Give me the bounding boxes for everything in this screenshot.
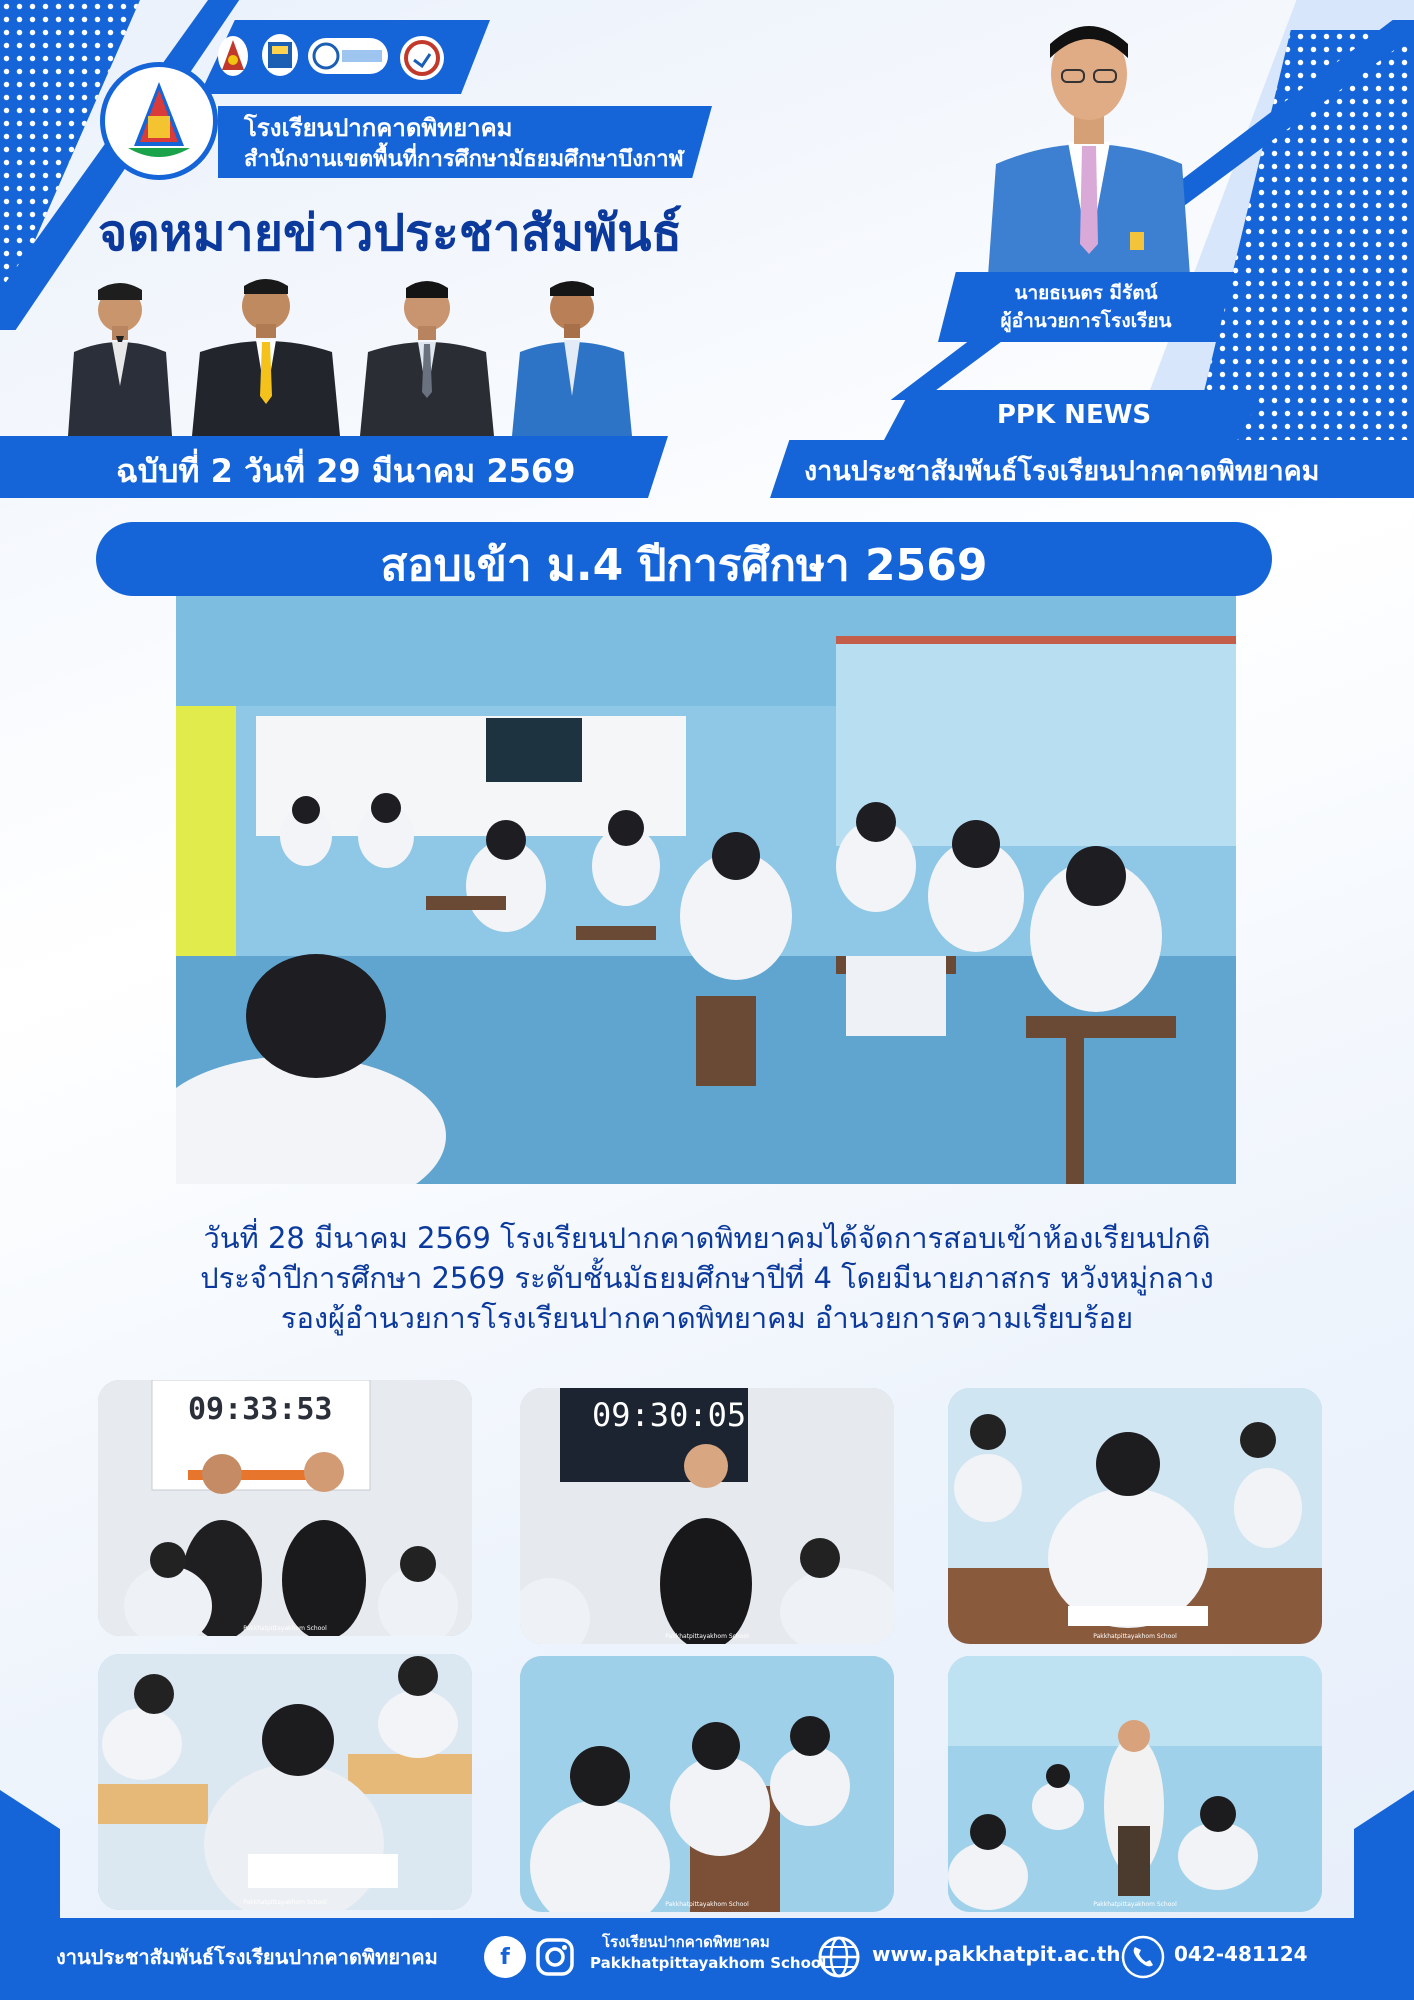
staff-photo-1: [64, 276, 176, 436]
gallery-photo-2: [520, 1388, 894, 1644]
staff-photo-3: [356, 272, 498, 436]
footer-phone[interactable]: 042-481124: [1174, 1942, 1308, 1966]
pr-label: งานประชาสัมพันธ์โรงเรียนปากคาดพิทยาคม: [804, 456, 1320, 487]
staff-photo-4: [508, 272, 636, 436]
gallery-photo-1: [98, 1380, 472, 1636]
gallery-watermark-1: Pakkhatpittayakhom School: [243, 1625, 327, 1632]
gallery-photo-5: [520, 1656, 894, 1912]
article-body-line-1: วันที่ 28 มีนาคม 2569 โรงเรียนปากคาดพิทยาคมได้จัดการสอบเข้าห้องเรียนปกติ: [203, 1221, 1211, 1255]
gallery-watermark-3: Pakkhatpittayakhom School: [1093, 1633, 1177, 1640]
gallery-watermark-4: Pakkhatpittayakhom School: [243, 1899, 327, 1906]
partner-logo-4: [400, 36, 444, 80]
footer-school-english: Pakkhatpittayakhom School: [590, 1954, 827, 1972]
partner-logo-2: [262, 34, 298, 76]
gallery-clock-1: 09:33:53: [188, 1392, 333, 1427]
ppk-news-label: PPK NEWS: [996, 400, 1152, 430]
school-emblem-icon: [100, 62, 218, 180]
newsletter-title: จดหมายข่าวประชาสัมพันธ์: [98, 204, 682, 262]
article-body: [0, 1218, 1414, 1338]
issue-text: ฉบับที่ 2 วันที่ 29 มีนาคม 2569: [116, 452, 576, 490]
partner-logo-3: [308, 38, 388, 74]
partner-logo-1: [218, 36, 248, 76]
staff-photo-2: [186, 270, 346, 436]
article-body-line-2: ประจำปีการศึกษา 2569 ระดับชั้นมัธยมศึกษาปีที่ 4 โดยมีนายภาสกร หวังหมู่กลาง: [200, 1261, 1214, 1295]
director-photo: [980, 14, 1198, 276]
main-exam-photo: [176, 596, 1236, 1184]
globe-icon[interactable]: [816, 1934, 862, 1980]
instagram-icon[interactable]: [534, 1936, 576, 1978]
phone-icon[interactable]: [1120, 1934, 1166, 1980]
gallery-watermark-5: Pakkhatpittayakhom School: [665, 1901, 749, 1908]
school-name: โรงเรียนปากคาดพิทยาคม: [244, 114, 513, 142]
footer-pr-text: งานประชาสัมพันธ์โรงเรียนปากคาดพิทยาคม: [56, 1945, 438, 1969]
gallery-watermark-6: Pakkhatpittayakhom School: [1093, 1901, 1177, 1908]
gallery-clock-2: 09:30:05: [592, 1396, 747, 1434]
footer-website[interactable]: www.pakkhatpit.ac.th: [872, 1942, 1121, 1966]
office-name: สำนักงานเขตพื้นที่การศึกษามัธยมศึกษาบึงกาฬ: [244, 147, 684, 172]
gallery-photo-3: [948, 1388, 1322, 1644]
gallery-watermark-2: Pakkhatpittayakhom School: [665, 1633, 749, 1640]
facebook-icon[interactable]: f: [484, 1936, 526, 1978]
gallery-photo-4: [98, 1654, 472, 1910]
director-name: นายธเนตร มีรัตน์: [1014, 282, 1158, 304]
footer-school-thai: โรงเรียนปากคาดพิทยาคม: [602, 1933, 770, 1951]
gallery-photo-6: [948, 1656, 1322, 1912]
director-title: ผู้อำนวยการโรงเรียน: [1000, 310, 1172, 332]
article-body-line-3: รองผู้อำนวยการโรงเรียนปากคาดพิทยาคม อำนวยการความเรียบร้อย: [280, 1301, 1134, 1335]
article-headline: สอบเข้า ม.4 ปีการศึกษา 2569: [380, 540, 988, 591]
